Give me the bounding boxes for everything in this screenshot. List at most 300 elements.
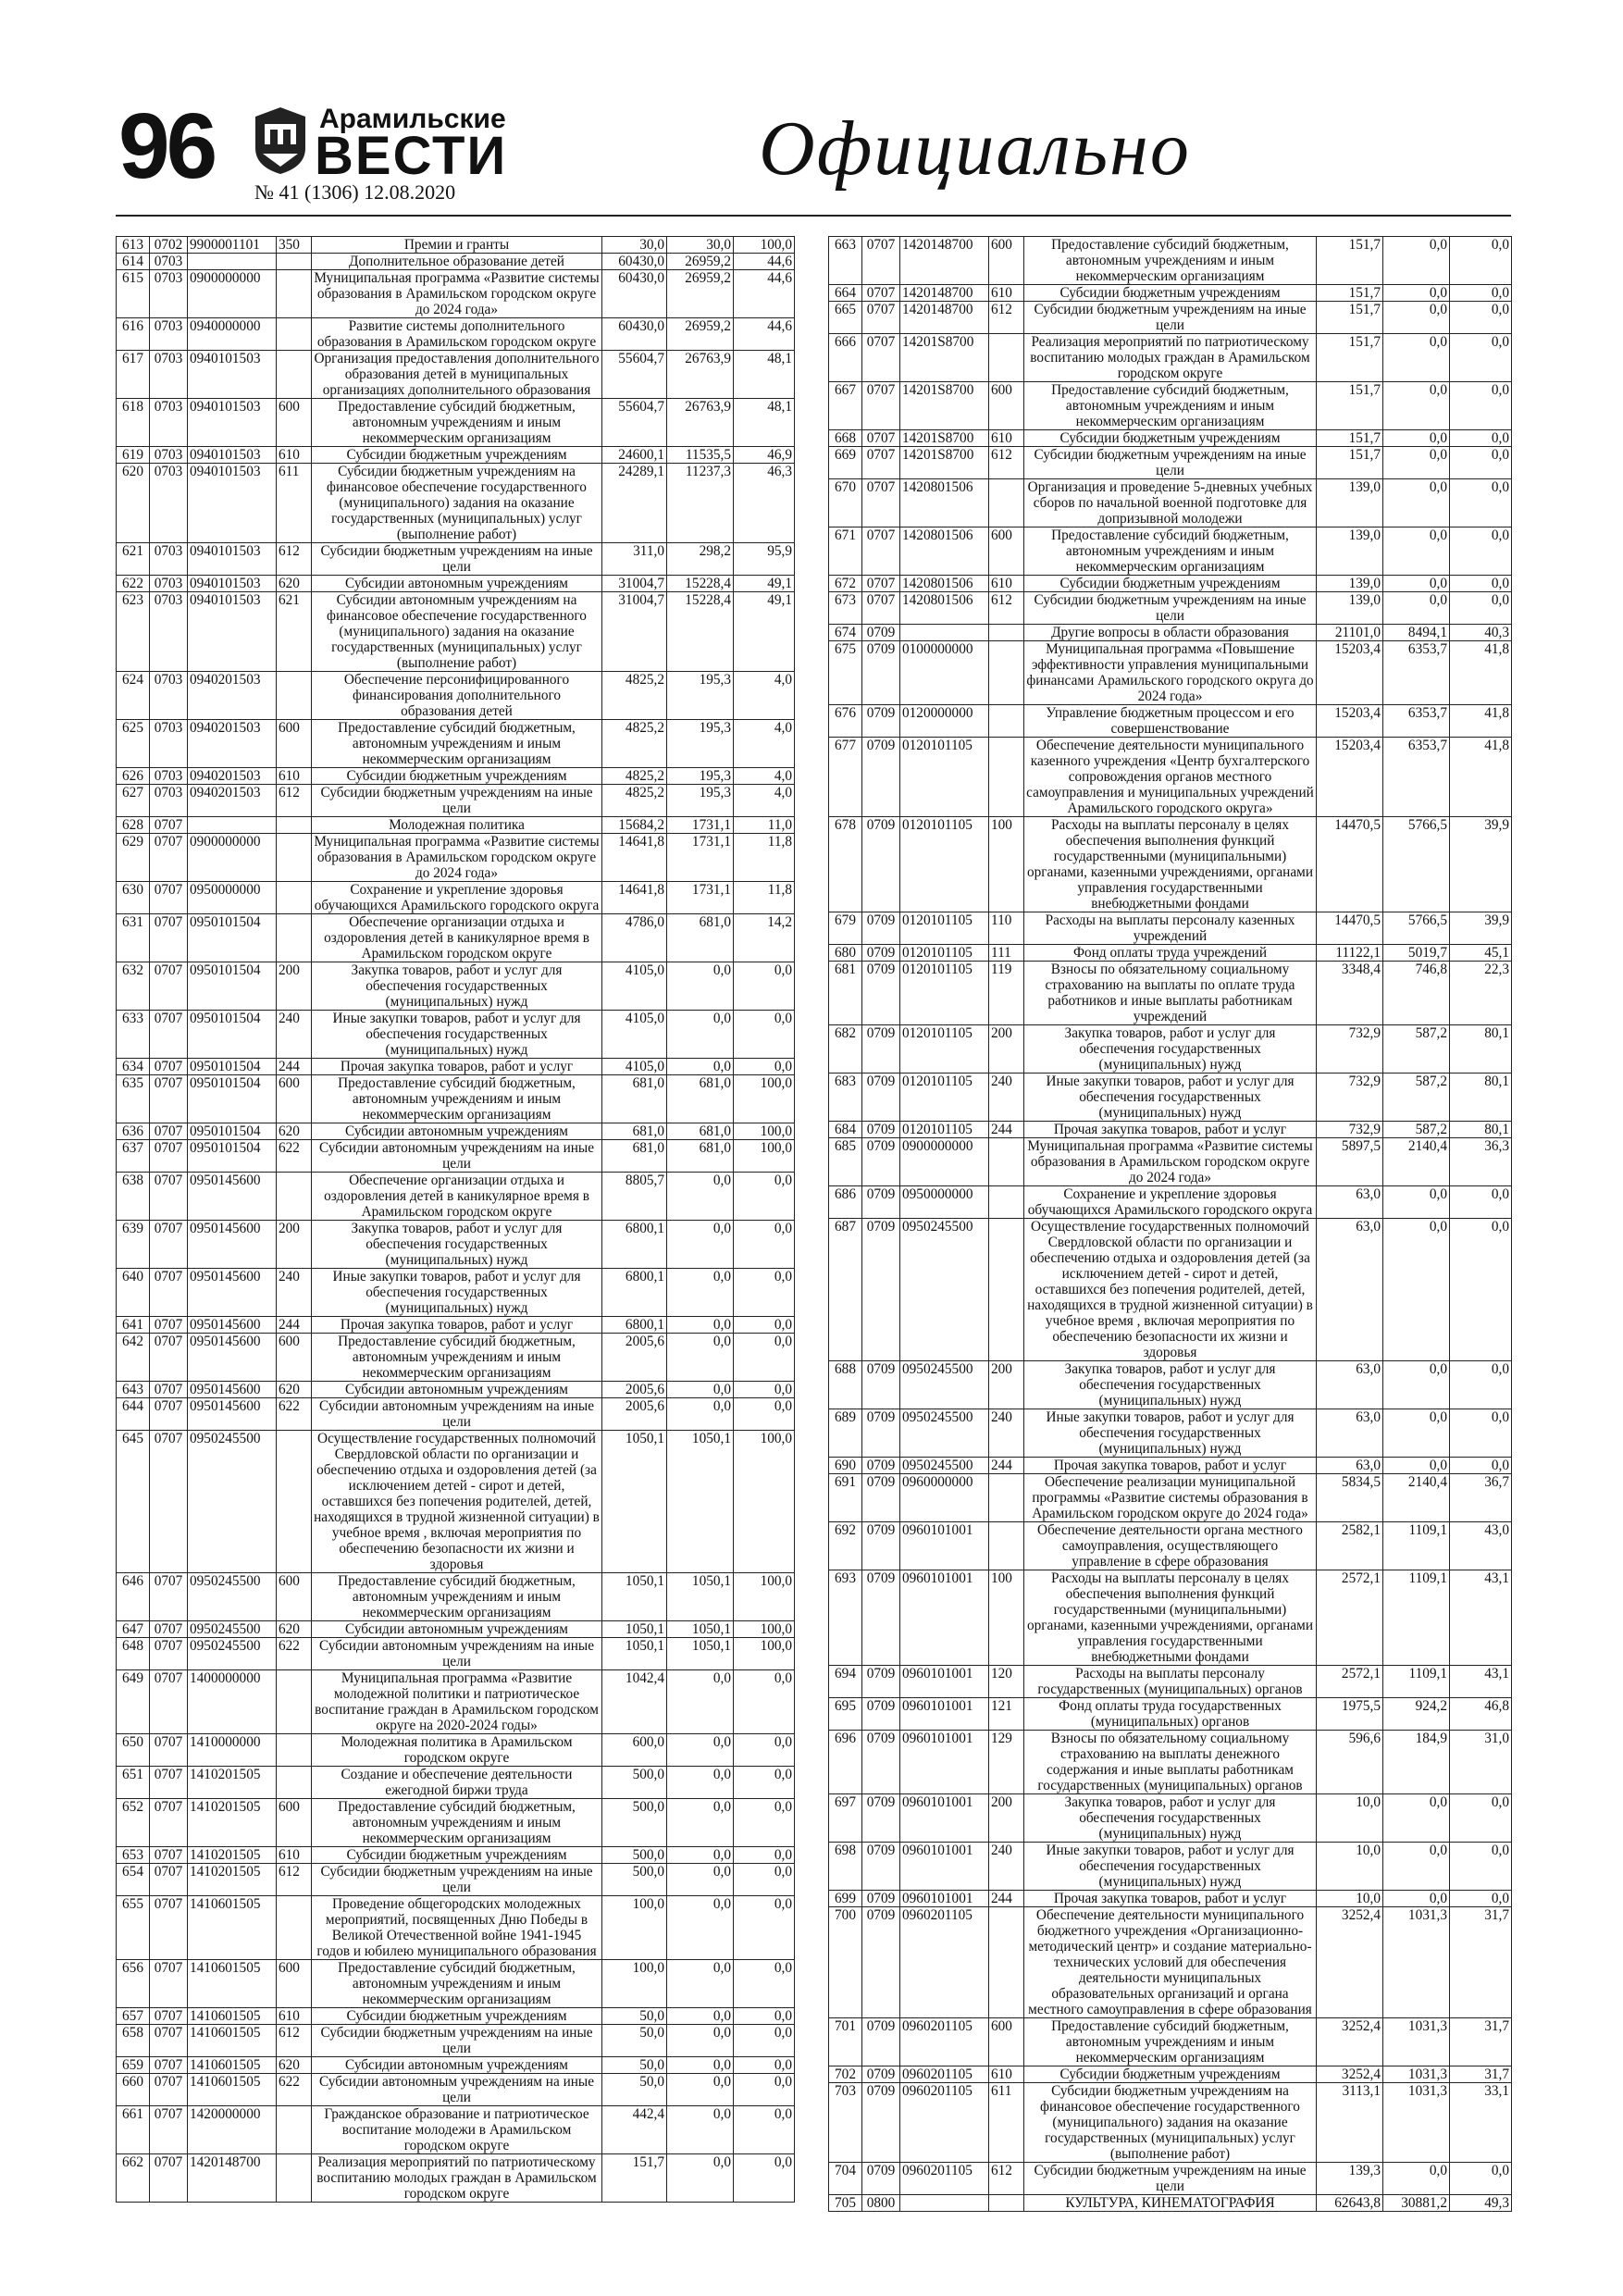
section-code: 0709 <box>862 1074 900 1122</box>
planned-amount: 151,7 <box>1317 285 1383 302</box>
row-number: 661 <box>117 2106 150 2154</box>
executed-amount: 1731,1 <box>667 817 734 834</box>
execution-percent: 0,0 <box>1450 576 1512 592</box>
section-code: 0707 <box>150 1059 188 1075</box>
execution-percent: 0,0 <box>734 2074 795 2106</box>
expense-type-code: 240 <box>989 1843 1024 1891</box>
row-number: 667 <box>829 382 862 430</box>
section-code: 0707 <box>862 237 900 285</box>
target-article-code: 0950101504 <box>188 1011 277 1059</box>
row-number: 681 <box>829 962 862 1025</box>
execution-percent: 80,1 <box>1450 1074 1512 1122</box>
execution-percent: 0,0 <box>1450 1361 1512 1409</box>
row-number: 699 <box>829 1891 862 1907</box>
section-code: 0707 <box>150 1847 188 1864</box>
planned-amount: 1050,1 <box>602 1638 667 1670</box>
execution-percent: 48,1 <box>734 399 795 447</box>
row-number: 638 <box>117 1173 150 1221</box>
planned-amount: 151,7 <box>1317 382 1383 430</box>
expense-type-code: 244 <box>277 1317 312 1334</box>
row-number: 614 <box>117 254 150 270</box>
executed-amount: 1031,3 <box>1383 2018 1450 2066</box>
target-article-code: 0950245500 <box>188 1621 277 1638</box>
expense-type-code: 200 <box>989 1361 1024 1409</box>
table-row <box>117 254 795 270</box>
target-article-code: 0120101105 <box>900 912 989 945</box>
executed-amount: 0,0 <box>667 1221 734 1269</box>
section-code: 0709 <box>862 1219 900 1361</box>
target-article-code: 0940101503 <box>188 543 277 576</box>
table-row <box>117 1670 795 1734</box>
item-name: Гражданское образование и патриотическое воспитание молодежи в Арамильском городском округе <box>312 2106 602 2154</box>
section-code: 0709 <box>862 1186 900 1219</box>
target-article-code: 0120101105 <box>900 738 989 817</box>
row-number: 659 <box>117 2057 150 2074</box>
target-article-code: 0960101001 <box>900 1666 989 1698</box>
planned-amount: 681,0 <box>602 1075 667 1123</box>
expense-type-code <box>989 1186 1024 1219</box>
row-number: 665 <box>829 302 862 334</box>
table-row <box>829 237 1512 285</box>
item-name: Управление бюджетным процессом и его совершенствование <box>1024 705 1317 738</box>
executed-amount: 195,3 <box>667 768 734 785</box>
item-name: Взносы по обязательному социальному страхованию на выплаты по оплате труда работников и иные выплаты работникам учреждений <box>1024 962 1317 1025</box>
newspaper-name-main: ВЕСТИ <box>315 126 508 186</box>
coat-of-arms-icon <box>252 104 309 176</box>
planned-amount: 63,0 <box>1317 1458 1383 1474</box>
section-code: 0707 <box>150 1864 188 1896</box>
planned-amount: 500,0 <box>602 1767 667 1799</box>
section-code: 0707 <box>862 334 900 382</box>
execution-percent: 41,8 <box>1450 705 1512 738</box>
table-row <box>829 527 1512 576</box>
section-code: 0709 <box>862 2066 900 2083</box>
planned-amount: 4105,0 <box>602 1059 667 1075</box>
row-number: 694 <box>829 1666 862 1698</box>
expense-type-code <box>277 1767 312 1799</box>
expense-type-code: 240 <box>277 1269 312 1317</box>
target-article-code: 0900000000 <box>900 1138 989 1186</box>
expense-type-code <box>277 914 312 962</box>
row-number: 702 <box>829 2066 862 2083</box>
expense-type-code: 620 <box>277 1382 312 1398</box>
table-row <box>829 641 1512 705</box>
expense-type-code <box>989 1474 1024 1522</box>
item-name: Закупка товаров, работ и услуг для обеспечения государственных (муниципальных) нужд <box>312 1221 602 1269</box>
item-name: Предоставление субсидий бюджетным, автономным учреждениям и иным некоммерческим организациям <box>312 1573 602 1621</box>
execution-percent: 0,0 <box>734 2008 795 2025</box>
section-code: 0709 <box>862 738 900 817</box>
table-row <box>117 592 795 672</box>
executed-amount: 1031,3 <box>1383 2066 1450 2083</box>
expense-type-code: 600 <box>989 527 1024 576</box>
planned-amount: 50,0 <box>602 2008 667 2025</box>
expense-type-code: 600 <box>277 1075 312 1123</box>
target-article-code: 1410201505 <box>188 1864 277 1896</box>
section-code: 0709 <box>862 2163 900 2195</box>
section-code: 0709 <box>862 641 900 705</box>
planned-amount: 2005,6 <box>602 1398 667 1431</box>
table-row <box>117 1269 795 1317</box>
table-row <box>117 2074 795 2106</box>
row-number: 691 <box>829 1474 862 1522</box>
row-number: 687 <box>829 1219 862 1361</box>
row-number: 697 <box>829 1794 862 1843</box>
execution-percent: 100,0 <box>734 1123 795 1140</box>
expense-type-code <box>277 351 312 399</box>
section-code: 0709 <box>862 1698 900 1731</box>
target-article-code: 1420801506 <box>900 527 989 576</box>
executed-amount: 195,3 <box>667 672 734 720</box>
execution-percent: 41,8 <box>1450 641 1512 705</box>
expense-type-code <box>989 641 1024 705</box>
executed-amount: 746,8 <box>1383 962 1450 1025</box>
execution-percent: 0,0 <box>1450 527 1512 576</box>
executed-amount: 26959,2 <box>667 318 734 351</box>
planned-amount: 732,9 <box>1317 1122 1383 1138</box>
row-number: 705 <box>829 2195 862 2212</box>
execution-percent: 11,8 <box>734 834 795 882</box>
row-number: 674 <box>829 625 862 641</box>
executed-amount: 0,0 <box>667 1269 734 1317</box>
target-article-code: 0950000000 <box>900 1186 989 1219</box>
planned-amount: 14641,8 <box>602 834 667 882</box>
row-number: 642 <box>117 1334 150 1382</box>
target-article-code: 0960201105 <box>900 2083 989 2163</box>
target-article-code: 1420801506 <box>900 592 989 625</box>
expense-type-code: 100 <box>989 1570 1024 1666</box>
planned-amount: 63,0 <box>1317 1186 1383 1219</box>
section-code: 0707 <box>150 2008 188 2025</box>
table-row <box>117 351 795 399</box>
planned-amount: 2582,1 <box>1317 1522 1383 1570</box>
planned-amount: 6800,1 <box>602 1317 667 1334</box>
section-code: 0709 <box>862 1122 900 1138</box>
table-row <box>829 1843 1512 1891</box>
row-number: 703 <box>829 2083 862 2163</box>
row-number: 622 <box>117 576 150 592</box>
expense-type-code: 612 <box>989 592 1024 625</box>
row-number: 666 <box>829 334 862 382</box>
section-code: 0709 <box>862 1409 900 1458</box>
target-article-code: 0940101503 <box>188 464 277 543</box>
table-row <box>117 1059 795 1075</box>
section-code: 0709 <box>862 625 900 641</box>
item-name: КУЛЬТУРА, КИНЕМАТОГРАФИЯ <box>1024 2195 1317 2212</box>
item-name: Субсидии бюджетным учреждениям на иные цели <box>312 2025 602 2057</box>
planned-amount: 15203,4 <box>1317 641 1383 705</box>
planned-amount: 15684,2 <box>602 817 667 834</box>
planned-amount: 442,4 <box>602 2106 667 2154</box>
section-code: 0709 <box>862 1666 900 1698</box>
section-code: 0707 <box>150 2057 188 2074</box>
executed-amount: 0,0 <box>1383 1794 1450 1843</box>
planned-amount: 6800,1 <box>602 1221 667 1269</box>
item-name: Субсидии бюджетным учреждениям <box>1024 430 1317 447</box>
planned-amount: 139,0 <box>1317 592 1383 625</box>
planned-amount: 14641,8 <box>602 882 667 914</box>
expense-type-code <box>277 817 312 834</box>
execution-percent: 48,1 <box>734 351 795 399</box>
executed-amount: 0,0 <box>1383 382 1450 430</box>
table-row <box>829 912 1512 945</box>
section-code: 0707 <box>150 1799 188 1847</box>
expense-type-code: 610 <box>989 430 1024 447</box>
item-name: Муниципальная программа «Развитие молодежной политики и патриотическое воспитание граждан в Арамильском городском округе на 2020-2024 годы» <box>312 1670 602 1734</box>
target-article-code: 0960201105 <box>900 1907 989 2018</box>
expense-type-code <box>989 2195 1024 2212</box>
expense-type-code: 600 <box>277 399 312 447</box>
planned-amount: 63,0 <box>1317 1219 1383 1361</box>
executed-amount: 0,0 <box>667 1670 734 1734</box>
execution-percent: 4,0 <box>734 720 795 768</box>
table-row <box>829 2066 1512 2083</box>
executed-amount: 0,0 <box>667 1382 734 1398</box>
target-article-code: 1420148700 <box>900 237 989 285</box>
item-name: Расходы на выплаты персоналу в целях обеспечения выполнения функций государственными (муниципальными) органами, казенными учреждениями, органами управления государственными внебюджетными фондами <box>1024 1570 1317 1666</box>
execution-percent: 95,9 <box>734 543 795 576</box>
section-code: 0707 <box>150 1140 188 1173</box>
target-article-code: 0950145600 <box>188 1221 277 1269</box>
table-row <box>117 1431 795 1573</box>
section-code: 0709 <box>862 1474 900 1522</box>
header-divider <box>116 215 1511 217</box>
expense-type-code: 612 <box>989 302 1024 334</box>
section-code: 0707 <box>150 834 188 882</box>
item-name: Осуществление государственных полномочий Свердловской области по организации и обеспечению отдыха и оздоровления детей (за исключением детей - сирот и детей, оставшихся без попечения родителей, детей, находящихся в трудной жизненной ситуации) в учебное время , включая мероприятия по обеспечению безопасности их жизни и здоровья <box>1024 1219 1317 1361</box>
section-code: 0709 <box>862 817 900 912</box>
executed-amount: 15228,4 <box>667 592 734 672</box>
executed-amount: 195,3 <box>667 785 734 817</box>
table-row <box>117 1140 795 1173</box>
section-code: 0707 <box>150 1573 188 1621</box>
planned-amount: 55604,7 <box>602 399 667 447</box>
item-name: Иные закупки товаров, работ и услуг для обеспечения государственных (муниципальных) нужд <box>1024 1074 1317 1122</box>
section-code: 0707 <box>862 302 900 334</box>
item-name: Фонд оплаты труда государственных (муниципальных) органов <box>1024 1698 1317 1731</box>
planned-amount: 151,7 <box>602 2154 667 2203</box>
target-article-code: 0940201503 <box>188 672 277 720</box>
planned-amount: 4786,0 <box>602 914 667 962</box>
target-article-code: 0940101503 <box>188 351 277 399</box>
expense-type-code: 600 <box>277 1960 312 2008</box>
target-article-code: 1410601505 <box>188 1896 277 1960</box>
row-number: 641 <box>117 1317 150 1334</box>
executed-amount: 1050,1 <box>667 1638 734 1670</box>
row-number: 657 <box>117 2008 150 2025</box>
item-name: Иные закупки товаров, работ и услуг для обеспечения государственных (муниципальных) нужд <box>312 1269 602 1317</box>
item-name: Предоставление субсидий бюджетным, автономным учреждениям и иным некоммерческим организациям <box>1024 2018 1317 2066</box>
expense-type-code: 612 <box>277 2025 312 2057</box>
table-row <box>829 1570 1512 1666</box>
planned-amount: 500,0 <box>602 1847 667 1864</box>
item-name: Прочая закупка товаров, работ и услуг <box>1024 1891 1317 1907</box>
execution-percent: 0,0 <box>1450 430 1512 447</box>
execution-percent: 4,0 <box>734 672 795 720</box>
item-name: Обеспечение деятельности муниципального бюджетного учреждения «Организационно-методический центр» и создание материально-технических условий для обеспечения деятельности муниципальных образовательных организаций и органа местного самоуправления в сфере образования <box>1024 1907 1317 2018</box>
executed-amount: 0,0 <box>667 2057 734 2074</box>
row-number: 698 <box>829 1843 862 1891</box>
table-row <box>117 672 795 720</box>
planned-amount: 4105,0 <box>602 962 667 1011</box>
execution-percent: 43,1 <box>1450 1570 1512 1666</box>
target-article-code: 0960201105 <box>900 2018 989 2066</box>
expense-type-code: 622 <box>277 2074 312 2106</box>
table-row <box>829 738 1512 817</box>
target-article-code: 1420801506 <box>900 576 989 592</box>
table-row <box>117 1334 795 1382</box>
item-name: Сохранение и укрепление здоровья обучающихся Арамильского городского округа <box>1024 1186 1317 1219</box>
execution-percent: 45,1 <box>1450 945 1512 962</box>
executed-amount: 0,0 <box>667 1864 734 1896</box>
item-name: Субсидии бюджетным учреждениям <box>1024 576 1317 592</box>
executed-amount: 0,0 <box>1383 2163 1450 2195</box>
expense-type-code: 600 <box>989 237 1024 285</box>
table-row <box>829 1025 1512 1074</box>
table-row <box>829 1122 1512 1138</box>
row-number: 652 <box>117 1799 150 1847</box>
execution-percent: 100,0 <box>734 1621 795 1638</box>
executed-amount: 0,0 <box>1383 576 1450 592</box>
execution-percent: 80,1 <box>1450 1025 1512 1074</box>
section-code: 0707 <box>150 1398 188 1431</box>
executed-amount: 1050,1 <box>667 1573 734 1621</box>
target-article-code: 0960201105 <box>900 2163 989 2195</box>
row-number: 643 <box>117 1382 150 1398</box>
executed-amount: 0,0 <box>667 2154 734 2203</box>
execution-percent: 11,8 <box>734 882 795 914</box>
row-number: 680 <box>829 945 862 962</box>
row-number: 623 <box>117 592 150 672</box>
execution-percent: 80,1 <box>1450 1122 1512 1138</box>
expense-type-code <box>989 334 1024 382</box>
section-code: 0709 <box>862 2018 900 2066</box>
execution-percent: 0,0 <box>1450 237 1512 285</box>
item-name: Закупка товаров, работ и услуг для обеспечения государственных (муниципальных) нужд <box>312 962 602 1011</box>
target-article-code: 1420148700 <box>900 302 989 334</box>
target-article-code: 0940101503 <box>188 576 277 592</box>
target-article-code: 0960101001 <box>900 1843 989 1891</box>
row-number: 619 <box>117 447 150 464</box>
table-row <box>117 1864 795 1896</box>
row-number: 647 <box>117 1621 150 1638</box>
executed-amount: 184,9 <box>1383 1731 1450 1794</box>
table-row <box>829 945 1512 962</box>
planned-amount: 10,0 <box>1317 1891 1383 1907</box>
table-row <box>829 302 1512 334</box>
planned-amount: 30,0 <box>602 237 667 254</box>
section-code: 0703 <box>150 270 188 318</box>
execution-percent: 100,0 <box>734 1431 795 1573</box>
planned-amount: 681,0 <box>602 1140 667 1173</box>
row-number: 651 <box>117 1767 150 1799</box>
target-article-code: 0950245500 <box>900 1361 989 1409</box>
section-code: 0707 <box>150 1734 188 1767</box>
executed-amount: 0,0 <box>667 1317 734 1334</box>
target-article-code: 0950101504 <box>188 962 277 1011</box>
table-row <box>829 1409 1512 1458</box>
target-article-code: 0950145600 <box>188 1269 277 1317</box>
expense-type-code <box>277 318 312 351</box>
section-code: 0707 <box>150 1221 188 1269</box>
target-article-code: 0940101503 <box>188 592 277 672</box>
execution-percent: 0,0 <box>734 2025 795 2057</box>
section-code: 0707 <box>150 1621 188 1638</box>
target-article-code: 0940201503 <box>188 720 277 768</box>
planned-amount: 4105,0 <box>602 1011 667 1059</box>
table-row <box>829 1891 1512 1907</box>
table-row <box>829 1361 1512 1409</box>
table-row <box>829 430 1512 447</box>
row-number: 618 <box>117 399 150 447</box>
planned-amount: 4825,2 <box>602 720 667 768</box>
target-article-code: 1410601505 <box>188 1960 277 2008</box>
target-article-code: 0900000000 <box>188 270 277 318</box>
row-number: 629 <box>117 834 150 882</box>
target-article-code: 0950145600 <box>188 1398 277 1431</box>
expense-type-code: 610 <box>277 2008 312 2025</box>
expense-type-code: 612 <box>277 1864 312 1896</box>
target-article-code: 0960101001 <box>900 1731 989 1794</box>
planned-amount: 3113,1 <box>1317 2083 1383 2163</box>
target-article-code <box>188 817 277 834</box>
row-number: 639 <box>117 1221 150 1269</box>
item-name: Субсидии бюджетным учреждениям <box>312 1847 602 1864</box>
planned-amount: 63,0 <box>1317 1409 1383 1458</box>
execution-percent: 0,0 <box>1450 1409 1512 1458</box>
executed-amount: 0,0 <box>667 1847 734 1864</box>
table-row <box>829 1522 1512 1570</box>
planned-amount: 151,7 <box>1317 447 1383 479</box>
executed-amount: 2140,4 <box>1383 1474 1450 1522</box>
execution-percent: 0,0 <box>1450 479 1512 527</box>
row-number: 631 <box>117 914 150 962</box>
planned-amount: 50,0 <box>602 2057 667 2074</box>
planned-amount: 732,9 <box>1317 1074 1383 1122</box>
row-number: 660 <box>117 2074 150 2106</box>
execution-percent: 0,0 <box>734 2106 795 2154</box>
target-article-code: 0120101105 <box>900 962 989 1025</box>
table-row <box>117 914 795 962</box>
target-article-code: 0940101503 <box>188 399 277 447</box>
execution-percent: 0,0 <box>734 1317 795 1334</box>
execution-percent: 0,0 <box>1450 2163 1512 2195</box>
item-name: Муниципальная программа «Повышение эффективности управления муниципальными финансами Арамильского городского округа до 2024 года» <box>1024 641 1317 705</box>
item-name: Субсидии бюджетным учреждениям на иные цели <box>1024 447 1317 479</box>
planned-amount: 60430,0 <box>602 318 667 351</box>
executed-amount: 0,0 <box>1383 1186 1450 1219</box>
execution-percent: 0,0 <box>734 1173 795 1221</box>
target-article-code: 0120101105 <box>900 1025 989 1074</box>
execution-percent: 44,6 <box>734 254 795 270</box>
table-row <box>829 705 1512 738</box>
item-name: Муниципальная программа «Развитие системы образования в Арамильском городском округе до 2024 года» <box>312 834 602 882</box>
execution-percent: 39,9 <box>1450 912 1512 945</box>
section-code: 0709 <box>862 1794 900 1843</box>
item-name: Субсидии автономным учреждениям <box>312 1382 602 1398</box>
row-number: 700 <box>829 1907 862 2018</box>
planned-amount: 151,7 <box>1317 430 1383 447</box>
execution-percent: 0,0 <box>734 1847 795 1864</box>
execution-percent: 39,9 <box>1450 817 1512 912</box>
item-name: Субсидии бюджетным учреждениям <box>312 768 602 785</box>
planned-amount: 311,0 <box>602 543 667 576</box>
planned-amount: 14470,5 <box>1317 912 1383 945</box>
section-code: 0707 <box>862 576 900 592</box>
expense-type-code: 120 <box>989 1666 1024 1698</box>
target-article-code: 0950101504 <box>188 1140 277 1173</box>
executed-amount: 0,0 <box>667 1059 734 1075</box>
